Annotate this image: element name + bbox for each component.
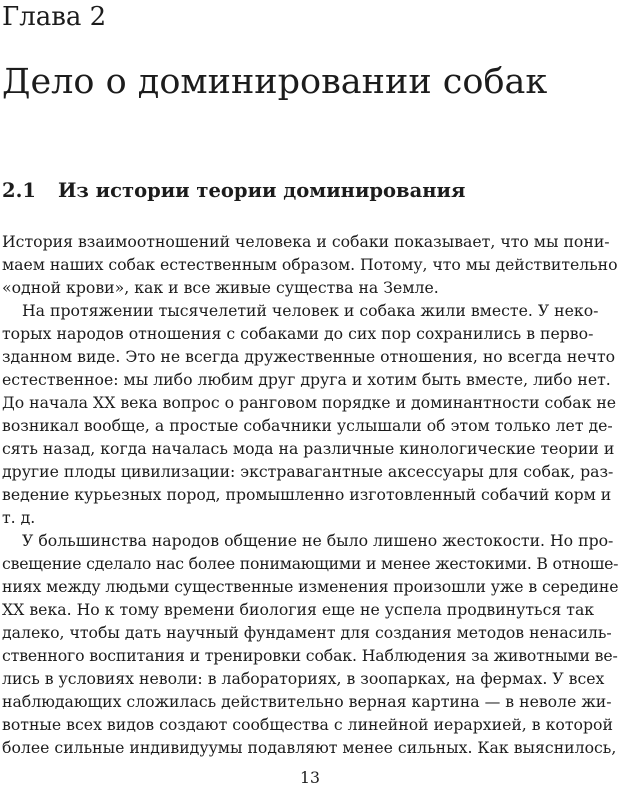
- text-line: естественное: мы либо любим друг друга и хотим быть вместе, либо нет.: [2, 370, 611, 389]
- text-line: другие плоды цивилизации: экстравагантные аксессуары для собак, раз-: [2, 462, 614, 481]
- text-line: ведение курьезных пород, промышленно изготовленный собачий корм и: [2, 485, 612, 504]
- text-line: У большинства народов общение не было лишено жестокости. Но про-: [22, 531, 614, 550]
- text-line: торых народов отношения с собаками до сих пор сохранились в перво-: [2, 324, 594, 343]
- text-line: возникал вообще, а простые собачники услышали об этом только лет де-: [2, 416, 613, 435]
- text-line: маем наших собак естественным образом. Потому, что мы действительно: [2, 255, 618, 274]
- page-number: 13: [300, 768, 320, 787]
- text-line: До начала XX века вопрос о ранговом порядке и доминантности собак не: [2, 393, 617, 412]
- text-line: ниях между людьми существенные изменения произошли уже в середине: [2, 577, 618, 596]
- paragraph: [2, 299, 618, 529]
- text-line: т. д.: [2, 508, 36, 527]
- text-line: наблюдающих сложилась действительно верная картина — в неволе жи-: [2, 692, 612, 711]
- text-line: свещение сделало нас более понимающими и менее жестокими. В отноше-: [2, 554, 618, 573]
- section-title: Из истории теории доминирования: [58, 179, 466, 202]
- text-line: На протяжении тысячелетий человек и собака жили вместе. У неко-: [22, 301, 599, 320]
- text-line: далеко, чтобы дать научный фундамент для создания методов ненасиль-: [2, 623, 612, 642]
- text-line: «одной крови», как и все живые существа на Земле.: [2, 278, 439, 297]
- text-line: сять назад, когда началась мода на различные кинологические теории и: [2, 439, 615, 458]
- text-line: ственного воспитания и тренировки собак. Наблюдения за животными ве-: [2, 646, 618, 665]
- text-line: вотные всех видов создают сообщества с линейной иерархией, в которой: [2, 715, 613, 734]
- chapter-label: Глава 2: [2, 2, 107, 32]
- chapter-title: Дело о доминировании собак: [2, 62, 548, 102]
- text-line: XX века. Но к тому времени биология еще не успела продвинуться так: [2, 600, 595, 619]
- body-text: [2, 230, 618, 759]
- text-line: лись в условиях неволи: в лабораториях, в зоопарках, на фермах. У всех: [2, 669, 605, 688]
- section-number: 2.1: [2, 179, 36, 202]
- section-heading: [2, 177, 465, 205]
- text-line: История взаимоотношений человека и собаки показывает, что мы пони-: [2, 232, 610, 251]
- paragraph: [2, 529, 618, 759]
- text-line: зданном виде. Это не всегда дружественные отношения, но всегда нечто: [2, 347, 616, 366]
- text-line: более сильные индивидуумы подавляют менее сильных. Как выяснилось,: [2, 738, 617, 757]
- paragraph: [2, 230, 618, 299]
